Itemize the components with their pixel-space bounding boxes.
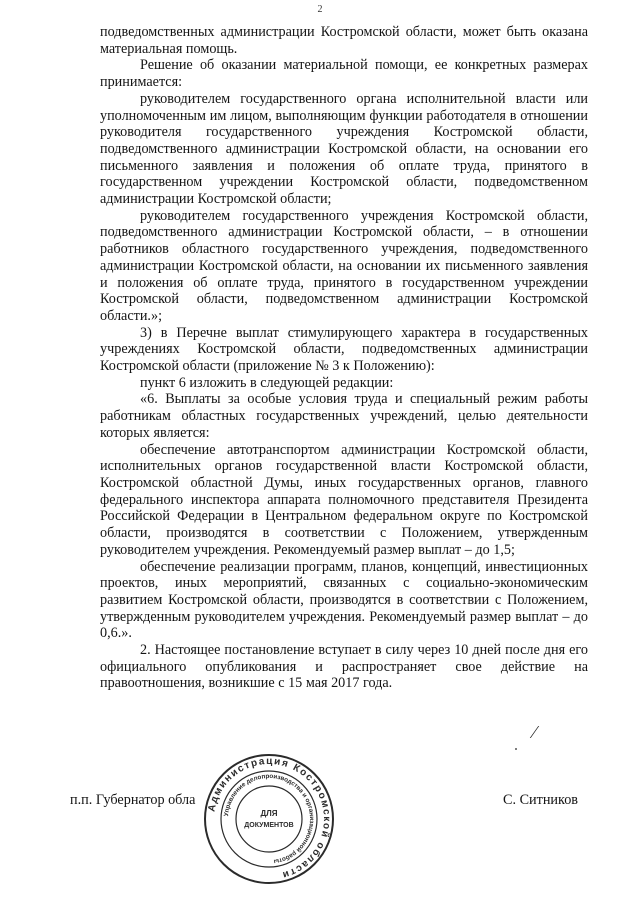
paragraph: руководителем государственного учреждения Костромской области, подведомственного администрации Костромской области, – в отношении работников областного государственного учреждения, подведомственного администрации Костромской области, на основании их письменного заявления и положения об оплате труда, принятого в государственном учреждении Костромской области, подведомственном администрации Костромской области.»; bbox=[100, 207, 588, 324]
official-seal bbox=[202, 752, 336, 886]
document-body bbox=[100, 24, 588, 692]
page-number: 2 bbox=[317, 4, 323, 15]
seal-outer-text: Администрация Костромской области bbox=[206, 755, 333, 881]
paragraph: 2. Настоящее постановление вступает в силу через 10 дней после дня его официального опубликования и распространяет свое действие на правоотношения, возникшие с 15 мая 2017 года. bbox=[100, 642, 588, 692]
paragraph: обеспечение автотранспортом администрации Костромской области, исполнительных органов государственной власти Костромской области, Костромской областной Думы, иных государственных органов, главного федерального инспектора аппарата полномочного представителя Президента Российской Федерации в Центральном федеральном округе по Костромской области, производятся в соответствии с Положением, утвержденным руководителем учреждения. Рекомендуемый размер выплат – до 1,5; bbox=[100, 441, 588, 558]
seal-icon bbox=[202, 752, 336, 886]
paragraph: «6. Выплаты за особые условия труда и специальный режим работы работникам областных государственных учреждений, целью деятельности которых является: bbox=[100, 391, 588, 441]
paragraph: Решение об оказании материальной помощи, ее конкретных размерах принимается: bbox=[100, 57, 588, 91]
pen-mark: ⁄ bbox=[533, 722, 537, 742]
paragraph: 3) в Перечне выплат стимулирующего характера в государственных учреждениях Костромской области, подведомственных администрации Костромской области (приложение № 3 к Положению): bbox=[100, 324, 588, 375]
signatory-title: п.п. Губернатор обла bbox=[70, 792, 196, 808]
paragraph: обеспечение реализации программ, планов, концепций, инвестиционных проектов, иных мероприятий, связанных с социально-экономическим развитием Костромской области, производятся в соответствии с Положением, утвержденным руководителем учреждения. Рекомендуемый размер выплат – до 0,6.». bbox=[100, 558, 588, 642]
paragraph: подведомственных администрации Костромской области, может быть оказана материальная помощь. bbox=[100, 24, 588, 57]
seal-inner-text: Управление делопроизводства и организационной работы bbox=[223, 772, 316, 865]
ink-dot bbox=[515, 748, 517, 750]
seal-center-line2: ДОКУМЕНТОВ bbox=[244, 822, 294, 829]
paragraph: пункт 6 изложить в следующей редакции: bbox=[140, 374, 394, 391]
seal-center-line1: ДЛЯ bbox=[260, 809, 278, 818]
signatory-name: С. Ситников bbox=[503, 792, 578, 808]
paragraph: руководителем государственного органа исполнительной власти или уполномоченным им лицом, выполняющим функции работодателя в отношении руководителя государственного учреждения Костромской области, подведомственного администрации Костромской области, на основании его письменного заявления и положения об оплате труда, принятого в государственном учреждении Костромской области, подведомственном администрации Костромской области; bbox=[100, 90, 588, 208]
